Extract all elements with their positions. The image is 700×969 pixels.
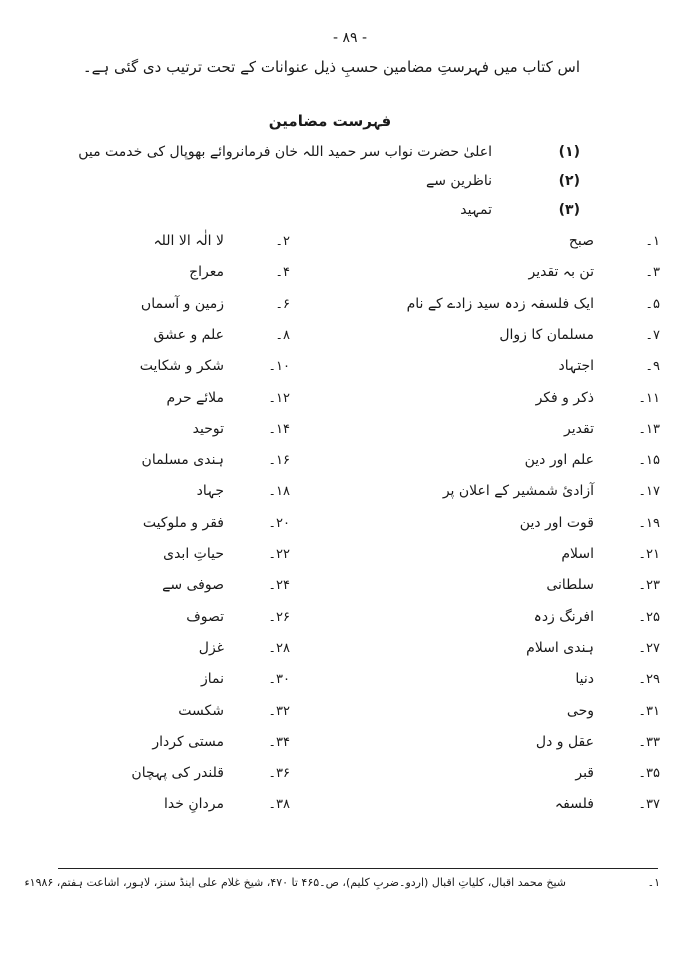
toc-entry bbox=[443, 483, 660, 499]
entry-title: ہندی اسلام bbox=[526, 640, 594, 656]
entry-title: نماز bbox=[200, 671, 224, 687]
entry-number: ۴۔ bbox=[275, 264, 290, 280]
item-number: (۲) bbox=[558, 173, 580, 189]
entry-title: حیاتِ ابدی bbox=[163, 546, 224, 562]
toc-entry bbox=[152, 734, 290, 750]
toc-entry bbox=[189, 264, 290, 280]
toc-entry bbox=[561, 546, 660, 562]
entry-title: ایک فلسفہ زدہ سید زادے کے نام bbox=[406, 296, 594, 312]
entry-number: ۱۱۔ bbox=[638, 390, 660, 406]
entry-number: ۱۰۔ bbox=[268, 358, 290, 374]
entry-number: ۱۔ bbox=[645, 233, 660, 249]
entry-title: عقل و دل bbox=[535, 734, 594, 750]
toc-entry bbox=[546, 577, 660, 593]
entry-number: ۳۶۔ bbox=[268, 765, 290, 781]
entry-title: علم اور دین bbox=[524, 452, 594, 468]
toc-entry bbox=[162, 577, 290, 593]
entry-title: لا الٰہ الا اللہ bbox=[153, 233, 224, 249]
toc-entry bbox=[143, 515, 290, 531]
toc-entry bbox=[407, 296, 660, 312]
toc-entry bbox=[193, 421, 290, 437]
toc-entry bbox=[555, 796, 660, 812]
toc-entry bbox=[178, 703, 290, 719]
item-title: اعلیٰ حضرت نواب سر حمید اللہ خان فرمانروائے بھوپال کی خدمت میں bbox=[78, 144, 492, 160]
entry-title: فقر و ملوکیت bbox=[142, 515, 224, 531]
entry-title: تصوف bbox=[186, 609, 224, 625]
entry-number: ۳۸۔ bbox=[268, 796, 290, 812]
entry-title: علم و عشق bbox=[153, 327, 224, 343]
front-matter-item bbox=[78, 144, 580, 160]
entry-title: فلسفہ bbox=[554, 796, 594, 812]
entry-title: دنیا bbox=[575, 671, 594, 687]
footnote-text: شیخ محمد اقبال، کلیاتِ اقبال (اردو۔ضربِ کلیم)، ص۔۴۶۵ تا ۴۷۰، شیخ غلام علی اینڈ سنز، لاہور، اشاعت ہفتم، ۱۹۸۶ء bbox=[24, 876, 566, 889]
toc-entry bbox=[559, 358, 660, 374]
toc-entry bbox=[199, 640, 290, 656]
front-matter-item bbox=[426, 173, 580, 189]
toc-entry bbox=[536, 734, 660, 750]
toc-entry bbox=[536, 390, 660, 406]
toc-entry bbox=[131, 765, 290, 781]
footnote-number: ۱۔ bbox=[647, 876, 660, 889]
entry-title: تقدیر bbox=[564, 421, 594, 437]
toc-entry bbox=[201, 671, 290, 687]
entry-number: ۳۰۔ bbox=[268, 671, 290, 687]
toc-entry bbox=[575, 765, 660, 781]
toc-entry bbox=[564, 421, 660, 437]
entry-title: شکست bbox=[178, 703, 224, 719]
entry-number: ۱۶۔ bbox=[268, 452, 290, 468]
entry-number: ۳۳۔ bbox=[638, 734, 660, 750]
entry-number: ۳۱۔ bbox=[638, 703, 660, 719]
toc-entry bbox=[528, 264, 660, 280]
entry-title: ذکر و فکر bbox=[535, 390, 594, 406]
entry-title: مسلمان کا زوال bbox=[499, 327, 594, 343]
entry-number: ۲۱۔ bbox=[638, 546, 660, 562]
toc-entry bbox=[163, 546, 290, 562]
toc-entry bbox=[526, 640, 660, 656]
entry-number: ۹۔ bbox=[645, 358, 660, 374]
toc-entry bbox=[153, 233, 290, 249]
entry-number: ۳۲۔ bbox=[268, 703, 290, 719]
entry-number: ۵۔ bbox=[645, 296, 660, 312]
item-title: تمہید bbox=[460, 202, 492, 218]
entry-number: ۲۔ bbox=[275, 233, 290, 249]
toc-entry bbox=[569, 233, 660, 249]
entry-title: اسلام bbox=[561, 546, 594, 562]
entry-title: آزادیٔ شمشیر کے اعلان پر bbox=[442, 483, 594, 499]
entry-number: ۲۰۔ bbox=[268, 515, 290, 531]
entry-title: مردانِ خدا bbox=[164, 796, 224, 812]
entry-number: ۳۵۔ bbox=[638, 765, 660, 781]
entry-title: شکر و شکایت bbox=[139, 358, 224, 374]
toc-entry bbox=[567, 703, 660, 719]
entry-title: وحی bbox=[566, 703, 594, 719]
item-title: ناظرین سے bbox=[426, 173, 492, 189]
entry-number: ۳۷۔ bbox=[638, 796, 660, 812]
entry-title: غزل bbox=[198, 640, 224, 656]
toc-entry bbox=[197, 483, 290, 499]
page-number: - ۸۹ - bbox=[332, 30, 368, 46]
toc-entry bbox=[525, 452, 660, 468]
entry-number: ۳۴۔ bbox=[268, 734, 290, 750]
entry-number: ۲۸۔ bbox=[268, 640, 290, 656]
entry-number: ۱۸۔ bbox=[268, 483, 290, 499]
toc-entry bbox=[520, 515, 660, 531]
entry-title: جہاد bbox=[196, 483, 224, 499]
entry-number: ۸۔ bbox=[275, 327, 290, 343]
entry-title: زمین و آسماں bbox=[140, 296, 224, 312]
entry-number: ۲۴۔ bbox=[268, 577, 290, 593]
entry-number: ۱۲۔ bbox=[268, 390, 290, 406]
toc-entry bbox=[141, 296, 290, 312]
toc-entry bbox=[499, 327, 660, 343]
entry-number: ۳۔ bbox=[645, 264, 660, 280]
toc-heading: فہرست مضامین bbox=[268, 112, 392, 130]
entry-title: قوت اور دین bbox=[519, 515, 594, 531]
entry-number: ۲۵۔ bbox=[638, 609, 660, 625]
entry-title: اجتہاد bbox=[558, 358, 594, 374]
entry-title: معراج bbox=[189, 264, 224, 280]
entry-number: ۲۲۔ bbox=[268, 546, 290, 562]
entry-number: ۱۹۔ bbox=[638, 515, 660, 531]
entry-number: ۲۹۔ bbox=[638, 671, 660, 687]
toc-entry bbox=[154, 327, 291, 343]
entry-number: ۱۵۔ bbox=[638, 452, 660, 468]
entry-title: تن بہ تقدیر bbox=[528, 264, 594, 280]
toc-entry bbox=[164, 796, 290, 812]
entry-number: ۷۔ bbox=[645, 327, 660, 343]
item-number: (۳) bbox=[558, 202, 580, 218]
toc-entry bbox=[186, 609, 290, 625]
toc-entry bbox=[534, 609, 660, 625]
entry-number: ۲۶۔ bbox=[268, 609, 290, 625]
item-number: (۱) bbox=[558, 144, 580, 160]
entry-number: ۶۔ bbox=[275, 296, 290, 312]
toc-entry bbox=[140, 358, 290, 374]
entry-title: افرنگ زدہ bbox=[533, 609, 594, 625]
front-matter-item bbox=[460, 202, 580, 218]
entry-number: ۲۷۔ bbox=[638, 640, 660, 656]
toc-entry bbox=[575, 671, 660, 687]
entry-number: ۱۴۔ bbox=[268, 421, 290, 437]
footnote bbox=[24, 876, 660, 889]
entry-title: سلطانی bbox=[546, 577, 594, 593]
entry-title: قبر bbox=[575, 765, 594, 781]
entry-title: مستی کردار bbox=[152, 734, 224, 750]
entry-number: ۲۳۔ bbox=[638, 577, 660, 593]
entry-title: ملائے حرم bbox=[166, 390, 224, 406]
entry-title: صبح bbox=[568, 233, 594, 249]
toc-entry bbox=[167, 390, 290, 406]
entry-title: توحید bbox=[192, 421, 224, 437]
intro-line: اس کتاب میں فہرستِ مضامین حسبِ ذیل عنوانات کے تحت ترتیب دی گئی ہے۔ bbox=[82, 58, 580, 76]
footnote-rule bbox=[58, 868, 658, 869]
toc-entry bbox=[142, 452, 290, 468]
entry-title: صوفی سے bbox=[162, 577, 224, 593]
entry-title: قلندر کی پہچان bbox=[131, 765, 224, 781]
entry-number: ۱۳۔ bbox=[638, 421, 660, 437]
entry-title: ہندی مسلمان bbox=[141, 452, 224, 468]
entry-number: ۱۷۔ bbox=[638, 483, 660, 499]
